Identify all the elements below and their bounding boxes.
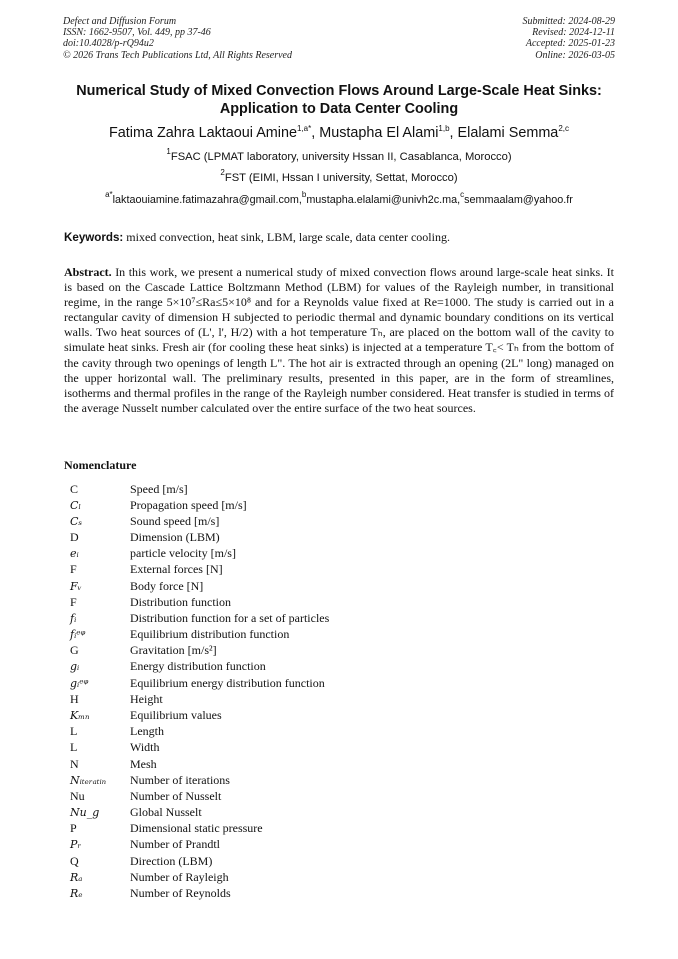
affiliation-text: FST (EIMI, Hssan I university, Settat, Morocco) — [224, 172, 458, 184]
keywords — [64, 230, 615, 245]
author-emails — [30, 190, 648, 207]
nomenclature-row — [70, 481, 329, 497]
nomenclature-heading: Nomenclature — [64, 458, 137, 472]
nomenclature-description: Number of Rayleigh — [130, 869, 229, 884]
nomenclature-description: Number of Reynolds — [130, 885, 231, 900]
affiliation-2 — [30, 168, 648, 185]
nomenclature-symbol: D — [70, 530, 79, 545]
nomenclature-symbol: P — [70, 821, 77, 836]
email-link[interactable]: laktaouiamine.fatimazahra@gmail.com, — [112, 194, 302, 206]
paper-title: Numerical Study of Mixed Convection Flows Around Large-Scale Heat Sinks: Application to Data Center Cooling — [76, 83, 602, 117]
nomenclature-description: Direction (LBM) — [130, 853, 213, 868]
nomenclature-description: Energy distribution function — [130, 659, 266, 674]
nomenclature-row — [70, 707, 329, 723]
nomenclature-symbol: Q — [70, 853, 79, 868]
nomenclature-row — [70, 691, 329, 707]
nomenclature-symbol: Nu — [70, 788, 85, 803]
nomenclature-description: Sound speed [m/s] — [130, 513, 220, 528]
abstract-label: Abstract. — [64, 265, 112, 279]
author-superscript: 2,c — [558, 124, 569, 133]
nomenclature-row — [70, 562, 329, 578]
nomenclature-symbol: Cₗ — [70, 498, 82, 512]
nomenclature-row — [70, 594, 329, 610]
nomenclature-row — [70, 837, 329, 853]
nomenclature-symbol: H — [70, 691, 79, 706]
nomenclature-symbol: Nu_g — [70, 806, 100, 820]
nomenclature-row — [70, 885, 329, 901]
nomenclature-symbol: N — [70, 756, 79, 771]
affiliation-superscript: 1 — [166, 147, 171, 156]
nomenclature-symbol: F — [70, 594, 77, 609]
author-superscript: 1,a* — [297, 124, 312, 133]
nomenclature-symbol: F — [70, 562, 77, 577]
nomenclature-symbol: C — [70, 481, 79, 496]
nomenclature-row — [70, 546, 329, 562]
email-superscript: c — [460, 190, 465, 199]
nomenclature-symbol: Fᵥ — [70, 579, 82, 593]
nomenclature-row — [70, 643, 329, 659]
nomenclature-description: Gravitation [m/s²] — [130, 643, 217, 658]
author-separator: , — [311, 125, 320, 141]
nomenclature-row — [70, 756, 329, 772]
nomenclature-description: Propagation speed [m/s] — [130, 497, 247, 512]
nomenclature-description: Distribution function for a set of particles — [130, 610, 330, 625]
nomenclature-description: Distribution function — [130, 594, 231, 609]
nomenclature-table — [70, 481, 329, 901]
nomenclature-row — [70, 659, 329, 675]
abstract — [64, 265, 614, 416]
nomenclature-description: Mesh — [130, 756, 157, 771]
nomenclature-description: External forces [N] — [130, 562, 223, 577]
nomenclature-symbol: Pᵣ — [70, 838, 82, 852]
nomenclature-row — [70, 869, 329, 885]
nomenclature-row — [70, 853, 329, 869]
nomenclature-row — [70, 804, 329, 820]
author-name: Elalami Semma — [457, 125, 559, 141]
journal-issn: ISSN: 1662-9507, Vol. 449, pp 37-46 — [63, 27, 211, 39]
journal-copyright: © 2026 Trans Tech Publications Ltd, All Rights Reserved — [63, 49, 292, 61]
journal-doi: doi:10.4028/p-rQ94u2 — [63, 38, 154, 50]
author-superscript: 1,b — [438, 124, 450, 133]
affiliation-text: FSAC (LPMAT laboratory, university Hssan II, Casablanca, Morocco) — [170, 151, 512, 163]
nomenclature-row — [70, 530, 329, 546]
email-superscript: b — [301, 190, 307, 199]
date-submitted: Submitted: 2024-08-29 — [522, 16, 615, 27]
nomenclature-row — [70, 788, 329, 804]
email-link[interactable]: semmaalam@yahoo.fr — [464, 194, 573, 206]
nomenclature-symbol: gᵢ — [70, 660, 80, 674]
author-name: Mustapha El Alami — [319, 125, 439, 141]
author-name: Fatima Zahra Laktaoui Amine — [109, 125, 297, 141]
nomenclature-symbol: Rₑ — [70, 886, 83, 900]
nomenclature-description: Body force [N] — [130, 578, 204, 593]
keywords-label: Keywords: — [64, 231, 124, 244]
affiliation-superscript: 2 — [220, 168, 225, 177]
nomenclature-row — [70, 821, 329, 837]
nomenclature-symbol: fᵢ — [70, 611, 77, 625]
abstract-text: In this work, we present a numerical study of mixed convection flows around large-scale heat sinks. It is based on the Cascade Lattice Boltzmann Method (LBM) for values of the Rayleigh number, in transitional regime, in the range 5×10⁷≤Ra≤5×10⁸ and for a Reynolds value fixed at Re=1000. The study is carried out in a rectangular cavity of dimension H subjected to periodic thermal and dynamic boundary conditions on its vertical walls. Two heat sources of (L', l', H/2) with a hot temperature Tₕ, are placed on the bottom wall of the cavity to simulate heat sinks. Fresh air (for cooling these heat sinks) is injected at a temperature T꜀< Tₕ from the bottom of the cavity through two openings of length L". The hot air is extracted through an opening (2L" long) managed on the upper horizontal wall. The preliminary results, presented in this paper, are in the form of streamlines, isotherms and thermal profiles in the range of the Rayleigh number considered. Heat transfer is studied in terms of the average Nusselt number calculated over the entire surface of the two heat sources. — [64, 265, 614, 415]
date-accepted: Accepted: 2025-01-23 — [525, 38, 615, 50]
nomenclature-row — [70, 497, 329, 513]
nomenclature-symbol: Kₘₙ — [70, 708, 90, 722]
date-online: Online: 2026-03-05 — [535, 49, 615, 61]
nomenclature-row — [70, 724, 329, 740]
nomenclature-row — [70, 675, 329, 691]
journal-info — [63, 16, 292, 61]
nomenclature-row — [70, 578, 329, 594]
journal-name: Defect and Diffusion Forum — [63, 16, 177, 27]
author-separator: , — [449, 125, 458, 141]
nomenclature-description: Number of iterations — [130, 772, 230, 787]
nomenclature-symbol: Rₐ — [70, 870, 83, 884]
nomenclature-description: Length — [130, 724, 164, 739]
affiliation-1 — [30, 147, 648, 164]
nomenclature-symbol: fᵢᵉᵠ — [70, 628, 86, 642]
nomenclature-description: Speed [m/s] — [130, 481, 188, 496]
email-superscript: a* — [105, 190, 113, 199]
date-revised: Revised: 2024-12-11 — [532, 27, 615, 39]
nomenclature-description: Equilibrium distribution function — [130, 627, 290, 642]
author-list — [30, 124, 648, 142]
nomenclature-row — [70, 772, 329, 788]
nomenclature-description: Dimension (LBM) — [130, 530, 220, 545]
nomenclature-description: Height — [130, 691, 163, 706]
keywords-text: mixed convection, heat sink, LBM, large scale, data center cooling. — [126, 230, 450, 244]
nomenclature-symbol: G — [70, 643, 79, 658]
nomenclature-row — [70, 740, 329, 756]
nomenclature-row — [70, 513, 329, 529]
nomenclature-symbol: L — [70, 740, 78, 755]
nomenclature-description: particle velocity [m/s] — [130, 546, 236, 561]
nomenclature-symbol: gᵢᵉᵠ — [70, 676, 89, 690]
nomenclature-symbol: Cₛ — [70, 514, 83, 528]
nomenclature-description: Global Nusselt — [130, 805, 202, 820]
nomenclature-description: Equilibrium energy distribution function — [130, 675, 325, 690]
nomenclature-symbol: L — [70, 724, 78, 739]
nomenclature-description: Equilibrium values — [130, 707, 222, 722]
nomenclature-row — [70, 627, 329, 643]
nomenclature-description: Number of Prandtl — [130, 837, 220, 852]
publication-dates — [523, 16, 616, 61]
nomenclature-description: Dimensional static pressure — [130, 821, 263, 836]
nomenclature-symbol: eᵢ — [70, 547, 79, 561]
nomenclature-symbol: Nᵢₜₑᵣₐₜᵢₙ — [70, 773, 107, 787]
nomenclature-description: Number of Nusselt — [130, 788, 222, 803]
nomenclature-description: Width — [130, 740, 160, 755]
email-link[interactable]: mustapha.elalami@univh2c.ma, — [306, 194, 461, 206]
nomenclature-row — [70, 610, 329, 626]
